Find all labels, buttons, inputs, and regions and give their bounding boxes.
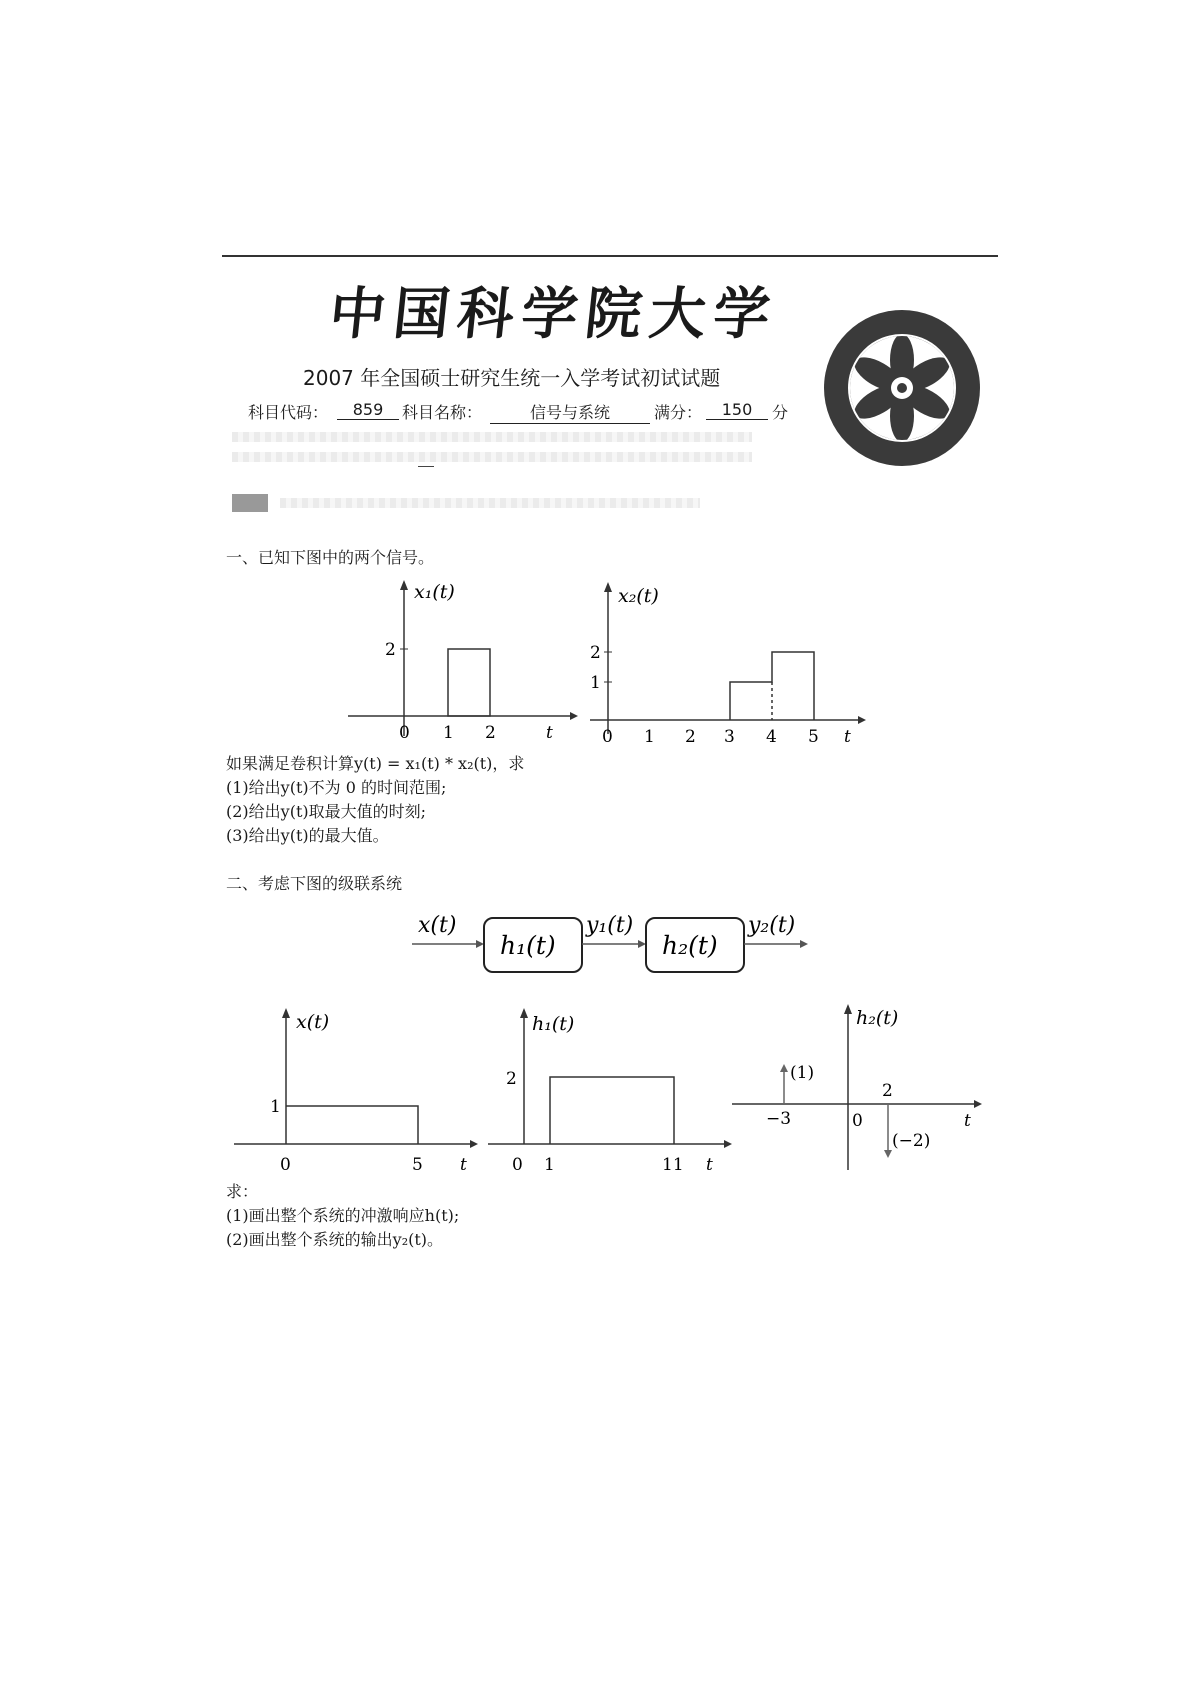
h2-xtick: 2	[882, 1081, 893, 1101]
x-axis-label: t	[460, 1155, 467, 1174]
h2-axis-label: t	[964, 1111, 971, 1131]
h1-plot	[486, 1004, 736, 1174]
x2-xtick: 5	[808, 727, 819, 743]
q2-title: 二、考虑下图的级联系统	[226, 874, 403, 893]
impulse-weight-positive: (1)	[790, 1063, 815, 1083]
h1-xtick: 11	[662, 1155, 684, 1174]
h1-pulse	[550, 1077, 674, 1144]
x2-ytick: 1	[590, 673, 601, 693]
x-plot	[232, 1004, 482, 1174]
x2-ytick: 2	[590, 643, 601, 663]
q1-title: 一、已知下图中的两个信号。	[226, 548, 435, 567]
x2-xtick: 3	[724, 727, 735, 743]
x2-xtick: 0	[602, 727, 613, 743]
q1-item: (1)给出y(t)不为 0 的时间范围;	[226, 778, 447, 797]
x2-label: x₂(t)	[618, 585, 659, 607]
smudge-line	[232, 432, 752, 442]
x-pulse	[286, 1106, 418, 1144]
x1-xtick: 1	[443, 723, 454, 741]
h2-xtick: 0	[852, 1111, 863, 1131]
score-unit: 分	[772, 403, 789, 422]
h1-xtick: 0	[512, 1155, 523, 1174]
x1-label: x₁(t)	[414, 581, 455, 603]
header-rule	[222, 255, 998, 257]
section-dash	[418, 466, 434, 467]
x1-plot	[340, 576, 580, 741]
q1-item: (2)给出y(t)取最大值的时刻;	[226, 802, 427, 821]
x1-xtick: 2	[485, 723, 496, 741]
h1-block-label: h₁(t)	[500, 931, 556, 960]
h1-ytick: 2	[506, 1069, 517, 1089]
notice-badge	[232, 494, 268, 512]
h1-xtick: 1	[544, 1155, 555, 1174]
x2-xtick: 1	[644, 727, 655, 743]
h1-axis-label: t	[706, 1155, 713, 1174]
output-signal-label: y₂(t)	[748, 913, 796, 938]
x-xtick: 5	[412, 1155, 423, 1174]
h1-label: h₁(t)	[532, 1013, 575, 1035]
x-xtick: 0	[280, 1155, 291, 1174]
x2-steps	[730, 652, 814, 720]
x1-pulse	[448, 649, 490, 716]
x1-xtick: 0	[399, 723, 410, 741]
q2-ask: 求：	[226, 1182, 259, 1201]
x1-ytick: 2	[385, 640, 396, 660]
x1-axis-label: t	[546, 723, 553, 741]
subject-value: 信号与系统	[490, 400, 650, 424]
smudge-line	[280, 498, 700, 508]
x2-xtick: 2	[685, 727, 696, 743]
score-value: 150	[706, 400, 768, 420]
q1-prompt: 如果满足卷积计算y(t) = x₁(t) * x₂(t)，求	[226, 754, 525, 773]
x2-xtick: 4	[766, 727, 777, 743]
code-label: 科目代码：	[248, 403, 329, 422]
mid-signal-label: y₁(t)	[586, 913, 634, 938]
cascade-block-diagram	[410, 900, 810, 980]
h2-label: h₂(t)	[856, 1007, 899, 1029]
q1-item: (3)给出y(t)的最大值。	[226, 826, 389, 845]
exam-title: 2007 年全国硕士研究生统一入学考试初试试题	[303, 366, 721, 390]
school-name: 中国科学院大学	[326, 281, 782, 347]
smudge-line	[232, 452, 752, 462]
cas-seal-logo	[822, 308, 982, 468]
input-signal-label: x(t)	[418, 913, 457, 938]
x-ytick: 1	[270, 1097, 281, 1117]
x2-plot	[590, 578, 870, 743]
x2-axis-label: t	[844, 727, 851, 743]
h2-xtick: −3	[766, 1109, 792, 1129]
score-label: 满分：	[654, 403, 703, 422]
code-value: 859	[337, 400, 399, 420]
subject-label: 科目名称：	[402, 403, 483, 422]
h2-block-label: h₂(t)	[662, 931, 718, 960]
impulse-weight-negative: (−2)	[892, 1131, 931, 1151]
x-label: x(t)	[296, 1011, 330, 1033]
q2-item: (1)画出整个系统的冲激响应h(t);	[226, 1206, 460, 1225]
q2-item: (2)画出整个系统的输出y₂(t)。	[226, 1230, 444, 1249]
h2-plot	[730, 1000, 990, 1180]
